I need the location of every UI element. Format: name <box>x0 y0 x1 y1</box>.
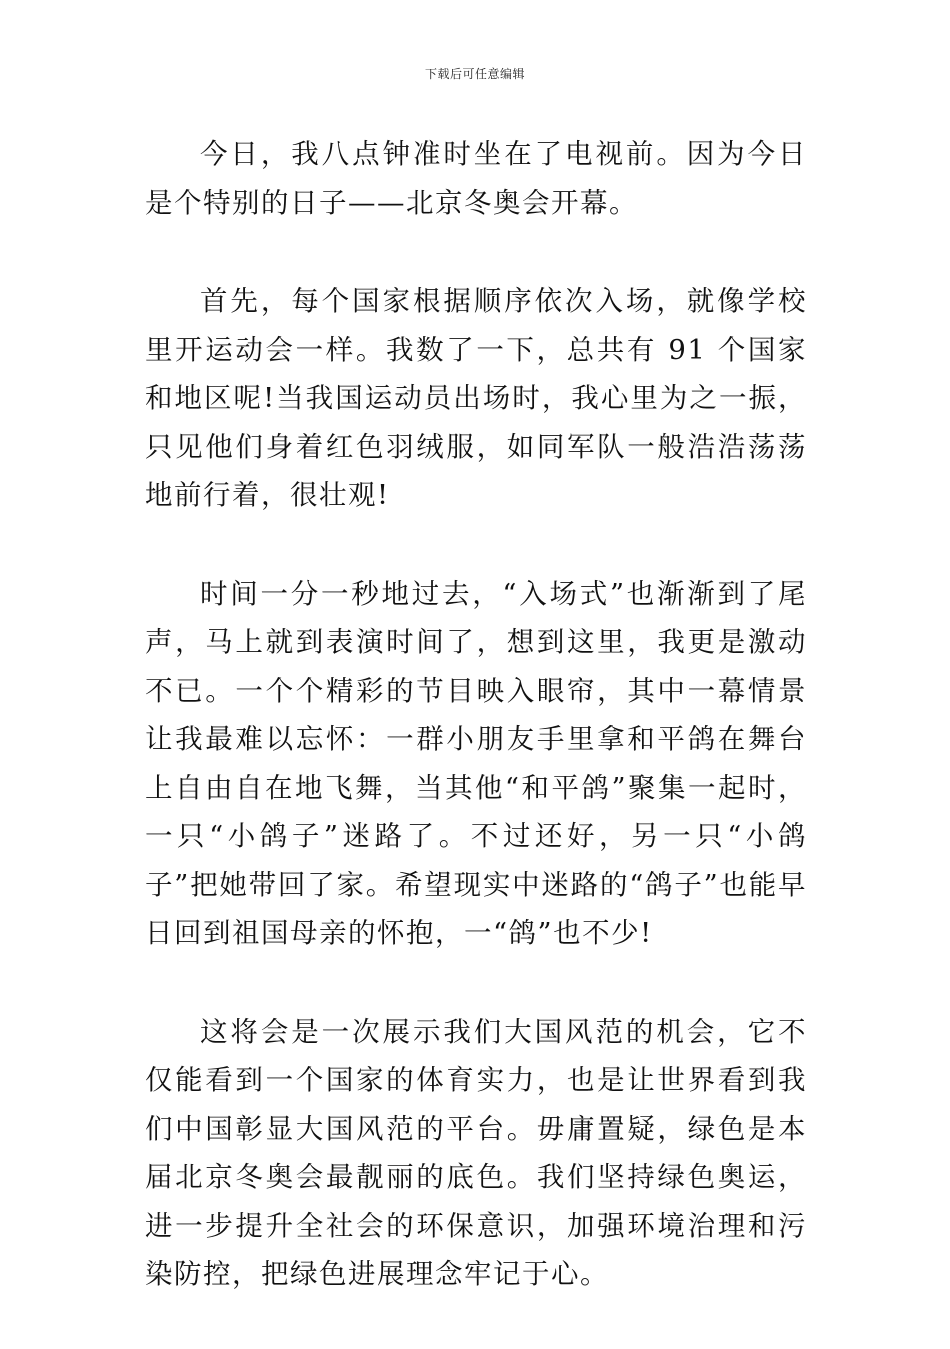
paragraph-4: 这将会是一次展示我们大国风范的机会，它不仅能看到一个国家的体育实力，也是让世界看到我们中国彰显大国风范的平台。毋庸置疑，绿色是本届北京冬奥会最靓丽的底色。我们坚持绿色奥运，进一步提升全社会的环保意识，加强环境治理和污染防控，把绿色进展理念牢记于心。 <box>145 1015 807 1290</box>
document-body <box>145 130 807 1349</box>
paragraph-2: 首先，每个国家根据顺序依次入场，就像学校里开运动会一样。我数了一下，总共有 91 个国家和地区呢!当我国运动员出场时，我心里为之一振，只见他们身着红色羽绒服，如同军队一般浩浩荡荡地前行着，很壮观! <box>145 285 807 511</box>
page-header: 下载后可任意编辑 <box>424 67 525 81</box>
paragraph-3: 时间一分一秒地过去，“入场式”也渐渐到了尾声，马上就到表演时间了，想到这里，我更是激动不已。一个个精彩的节目映入眼帘，其中一幕情景让我最难以忘怀：一群小朋友手里拿和平鸽在舞台上自由自在地飞舞，当其他“和平鸽”聚集一起时，一只“小鸽子”迷路了。不过还好，另一只“小鸽子”把她带回了家。希望现实中迷路的“鸽子”也能早日回到祖国母亲的怀抱，一“鸽”也不少! <box>145 577 807 949</box>
paragraph-1: 今日，我八点钟准时坐在了电视前。因为今日是个特别的日子——北京冬奥会开幕。 <box>145 138 807 219</box>
